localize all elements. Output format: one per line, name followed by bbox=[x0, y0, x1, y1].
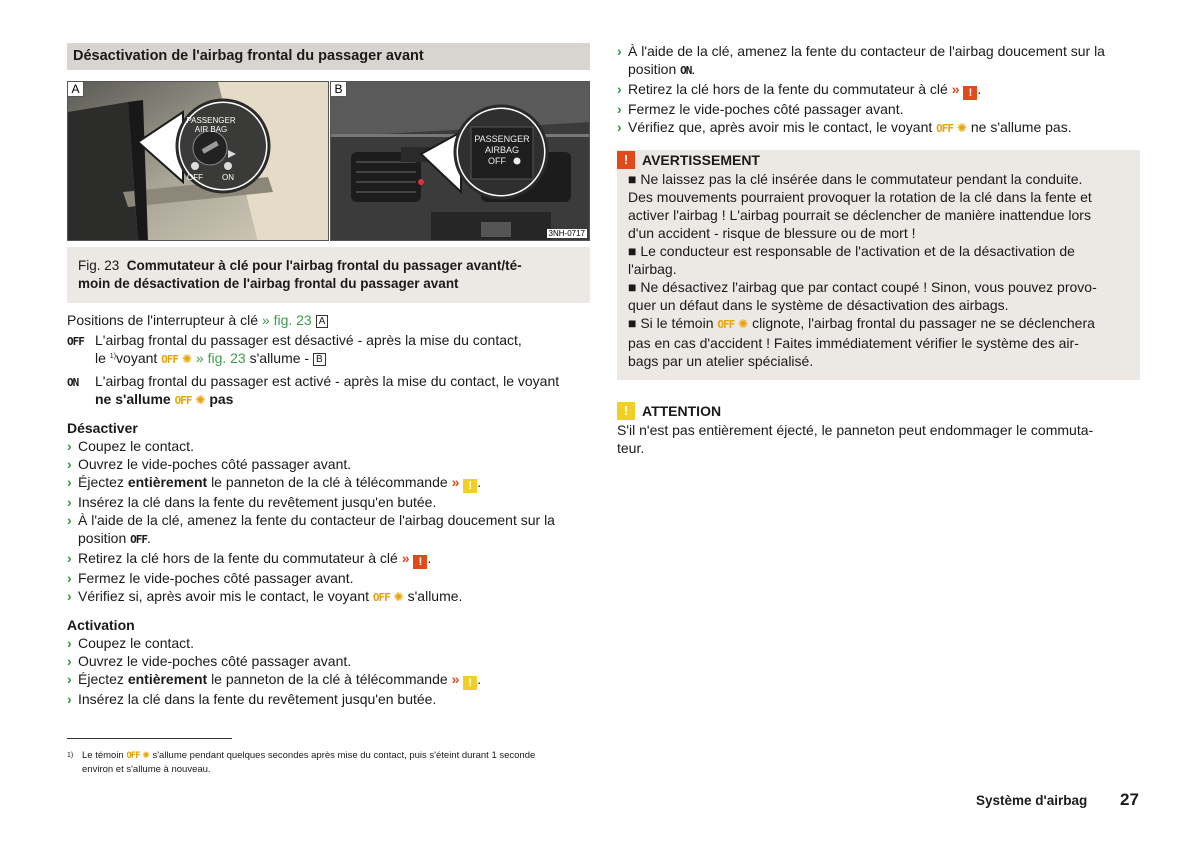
chevron-right-icon: › bbox=[67, 653, 72, 669]
footer-chapter-title: Système d'airbag bbox=[976, 793, 1088, 808]
list-item: › Ouvrez le vide-poches côté passager avant. bbox=[67, 456, 352, 472]
airbag-indicator-icon bbox=[514, 158, 521, 165]
list-item: › Vérifiez si, après avoir mis le contact, le voyant OFF ✺ s'allume. bbox=[67, 588, 463, 604]
on-desc-2-pre: ne s'allume bbox=[95, 391, 171, 407]
list-item: › Retirez la clé hors de la fente du commutateur à clé » ! . bbox=[67, 550, 432, 568]
attention-body: S'il n'est pas entièrement éjecté, le panneton peut endommager le commuta- teur. bbox=[617, 422, 1094, 456]
warning-body: ■ Ne laissez pas la clé insérée dans le commutateur pendant la conduite. Des mouvements pourraient provoquer la rotation de la clé dans la fente et activer l'airbag ! L'airbag pourrait se déclencher de manière inattendue lors d'un accident - risque de blessure ou de mort ! ■ Le conducteur est responsable de l'activation et de la désactivation de l'airbag. ■ Ne désactivez l'airbag que par contact coupé ! Sinon, vous pouvez provo- quer un défaut dans le système de désactivation des airbags. ■ Si le témoin OFF ✺ clignote, l'airbag frontal du passager ne se déclenchera pas en cas d'accident ! Faites immédiatement vérifier le système des air- bags par un atelier spécialisé. bbox=[628, 171, 1097, 369]
list-item: › Fermez le vide-poches côté passager avant. bbox=[617, 101, 904, 117]
warning-icon: ! bbox=[617, 151, 635, 169]
figure-23 bbox=[67, 81, 590, 241]
chevron-right-icon: › bbox=[67, 456, 72, 472]
footnote-number: 1) bbox=[67, 752, 74, 759]
positions-intro bbox=[67, 311, 590, 329]
position-off bbox=[67, 331, 590, 369]
activate-heading: Activation bbox=[67, 617, 135, 633]
off-desc-1: L'airbag frontal du passager est désactivé - après la mise du contact, bbox=[95, 332, 522, 348]
off-term: OFF bbox=[67, 335, 84, 348]
chevron-right-icon: › bbox=[67, 671, 72, 687]
list-item: › À l'aide de la clé, amenez la fente du contacteur de l'airbag doucement sur la position OFF. bbox=[67, 512, 555, 546]
caution-icon: ! bbox=[463, 676, 477, 690]
caution-link[interactable]: » bbox=[451, 474, 460, 490]
list-item: › Fermez le vide-poches côté passager avant. bbox=[67, 570, 354, 586]
off-lamp-tag: OFF bbox=[174, 394, 192, 407]
on-desc-2-post: pas bbox=[209, 391, 234, 407]
footnote-divider bbox=[67, 738, 232, 739]
indicator-label-3: OFF bbox=[488, 156, 506, 166]
list-item: › Vérifiez que, après avoir mis le contact, le voyant OFF ✺ ne s'allume pas. bbox=[617, 119, 1072, 135]
list-item: › Éjectez entièrement le panneton de la clé à télécommande » ! . bbox=[67, 671, 482, 689]
glovebox-illustration bbox=[68, 82, 329, 241]
chevron-right-icon: › bbox=[617, 101, 622, 117]
warning-link[interactable]: » bbox=[401, 550, 410, 566]
figure-panel-b bbox=[330, 81, 590, 241]
list-item: › À l'aide de la clé, amenez la fente du contacteur de l'airbag doucement sur la position ON. bbox=[617, 43, 1105, 77]
off-lamp-tag: OFF bbox=[936, 122, 954, 135]
switch-label-2: AIR BAG bbox=[194, 125, 228, 134]
airbag-lamp-icon: ✺ bbox=[195, 393, 206, 407]
figure-panel-a bbox=[67, 81, 329, 241]
chevron-right-icon: › bbox=[617, 43, 622, 59]
off-lamp-tag: OFF bbox=[126, 751, 140, 761]
ref-b: B bbox=[313, 353, 326, 366]
position-on bbox=[67, 372, 590, 410]
off-tag: OFF bbox=[130, 533, 148, 546]
attention-header bbox=[617, 401, 1140, 421]
list-item: › Éjectez entièrement le panneton de la clé à télécommande » ! . bbox=[67, 474, 482, 492]
attention-title: ATTENTION bbox=[642, 403, 722, 419]
chevron-right-icon: › bbox=[67, 474, 72, 490]
caution-icon: ! bbox=[463, 479, 477, 493]
off-lamp-tag: OFF bbox=[717, 318, 735, 331]
off-lamp-tag: OFF bbox=[372, 591, 390, 604]
indicator-label-2: AIRBAG bbox=[484, 145, 520, 155]
figure-caption bbox=[67, 247, 590, 303]
on-desc-1: L'airbag frontal du passager est activé - après la mise du contact, le voyant bbox=[95, 373, 560, 389]
figure-code: 3NH-0717 bbox=[548, 229, 585, 238]
off-lamp-tag: OFF bbox=[161, 353, 179, 366]
chevron-right-icon: › bbox=[67, 550, 72, 566]
dashboard-illustration bbox=[331, 82, 590, 241]
caption-number: Fig. 23 bbox=[78, 258, 120, 273]
airbag-lamp-icon: ✺ bbox=[738, 317, 749, 331]
switch-on-label: ON bbox=[222, 173, 234, 182]
indicator-label-1: PASSENGER bbox=[474, 134, 530, 144]
warning-header bbox=[617, 150, 1129, 170]
on-term: ON bbox=[67, 376, 79, 389]
caption-text-1: Commutateur à clé pour l'airbag frontal du passager avant/té- bbox=[126, 258, 522, 273]
footnote: 1) Le témoin OFF ✺ s'allume pendant quelques secondes après mise du contact, puis s'éteint durant 1 seconde environ et s'allume à nouveau. bbox=[67, 750, 536, 775]
panel-b-letter: B bbox=[331, 82, 347, 97]
fig-link[interactable]: » fig. 23 bbox=[261, 312, 312, 328]
chevron-right-icon: › bbox=[67, 512, 72, 528]
list-item: › Ouvrez le vide-poches côté passager avant. bbox=[67, 653, 352, 669]
list-item: › Coupez le contact. bbox=[67, 635, 194, 651]
airbag-lamp-icon: ✺ bbox=[393, 590, 404, 604]
airbag-lamp-icon: ✺ bbox=[181, 352, 192, 366]
chevron-right-icon: › bbox=[617, 119, 622, 135]
caution-link[interactable]: » bbox=[451, 671, 460, 687]
warning-box bbox=[617, 150, 1140, 380]
on-tag: ON bbox=[680, 64, 692, 77]
right-column bbox=[617, 42, 1140, 457]
chevron-right-icon: › bbox=[67, 691, 72, 707]
positions-intro-text: Positions de l'interrupteur à clé bbox=[67, 312, 258, 328]
off-desc-voyant: voyant bbox=[116, 350, 158, 366]
warning-title: AVERTISSEMENT bbox=[642, 152, 760, 168]
section-title: Désactivation de l'airbag frontal du passager avant bbox=[67, 43, 590, 70]
warning-icon: ! bbox=[413, 555, 427, 569]
left-column bbox=[67, 43, 590, 708]
caption-text-2: moin de désactivation de l'airbag frontal du passager avant bbox=[78, 276, 459, 291]
chevron-right-icon: › bbox=[67, 635, 72, 651]
fig-link[interactable]: » fig. 23 bbox=[195, 350, 246, 366]
caution-icon: ! bbox=[617, 402, 635, 420]
airbag-lamp-icon: ✺ bbox=[142, 750, 150, 760]
warning-link[interactable]: » bbox=[951, 81, 960, 97]
chevron-right-icon: › bbox=[617, 81, 622, 97]
list-item: › Coupez le contact. bbox=[67, 438, 194, 454]
page-number: 27 bbox=[1120, 790, 1139, 809]
warning-icon: ! bbox=[963, 86, 977, 100]
off-desc-2-pre: le bbox=[95, 350, 110, 366]
airbag-lamp-icon: ✺ bbox=[956, 121, 967, 135]
panel-a-letter: A bbox=[68, 82, 84, 97]
list-item: › Insérez la clé dans la fente du revêtement jusqu'en butée. bbox=[67, 494, 437, 510]
airbag-on-icon bbox=[224, 162, 232, 170]
chevron-right-icon: › bbox=[67, 494, 72, 510]
switch-off-label: OFF bbox=[187, 173, 203, 182]
deactivate-heading: Désactiver bbox=[67, 420, 138, 436]
list-item: › Insérez la clé dans la fente du revêtement jusqu'en butée. bbox=[67, 691, 437, 707]
chevron-right-icon: › bbox=[67, 570, 72, 586]
list-item: › Retirez la clé hors de la fente du commutateur à clé » ! . bbox=[617, 81, 982, 99]
footnote-ref: 1) bbox=[109, 353, 117, 360]
chevron-right-icon: › bbox=[67, 588, 72, 604]
airbag-off-icon bbox=[191, 162, 199, 170]
switch-label-1: PASSENGER bbox=[186, 116, 236, 125]
off-desc-2-post: s'allume - bbox=[249, 350, 310, 366]
ref-a: A bbox=[316, 315, 329, 328]
chevron-right-icon: › bbox=[67, 438, 72, 454]
